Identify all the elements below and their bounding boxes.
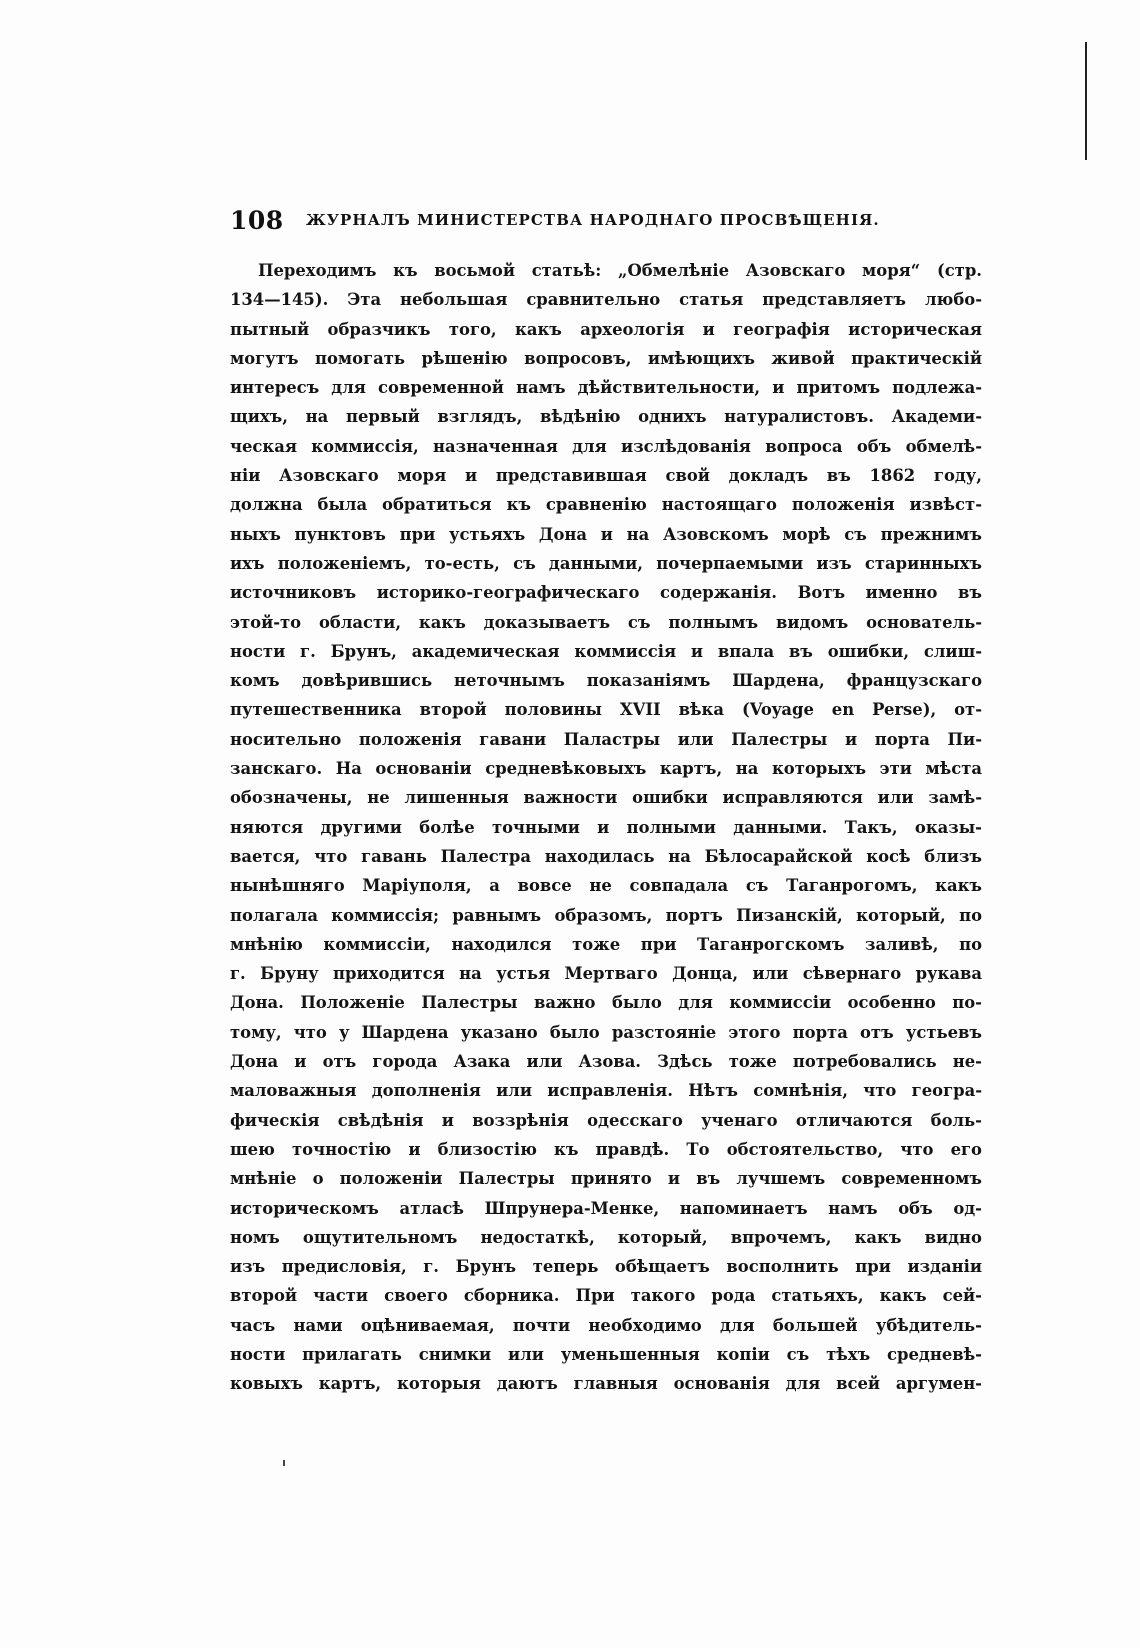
text-line: Переходимъ къ восьмой статьѣ: „Обмелѣніе Азовскаго моря“ (стр. (258, 261, 982, 280)
text-line: ковыхъ картъ, которыя даютъ главныя основанія для всей аргумен- (230, 1374, 982, 1394)
text-line: обозначены, не лишенныя важности ошибки исправляются или замѣ- (230, 788, 982, 808)
text-line: ческая коммиссія, назначенная для изслѣдованія вопроса объ обмелѣ- (230, 436, 982, 456)
text-line: интересъ для современной намъ дѣйствительности, и притомъ подлежа- (230, 378, 982, 398)
page-speck (283, 1460, 285, 1466)
text-line: Дона и отъ города Азака или Азова. Здѣсь тоже потребовались не- (230, 1052, 982, 1072)
text-line: источниковъ историко-географическаго содержанія. Вотъ именно въ (230, 583, 982, 603)
text-line: ности прилагать снимки или уменьшенныя копіи съ тѣхъ средневѣ- (230, 1344, 982, 1364)
text-line: полагала коммиссія; равнымъ образомъ, портъ Пизанскій, который, по (230, 905, 982, 925)
text-line: няются другими болѣе точными и полными данными. Такъ, оказы- (230, 817, 982, 837)
text-line: Дона. Положеніе Палестры важно было для коммиссіи особенно по- (230, 993, 982, 1013)
text-line: могутъ помогать рѣшенію вопросовъ, имѣющихъ живой практическій (230, 348, 982, 368)
text-line: тому, что у Шардена указано было разстояніе этого порта отъ устьевъ (230, 1022, 982, 1042)
text-line: должна была обратиться къ сравненію настоящаго положенія извѣст- (230, 495, 982, 515)
text-line: носительно положенія гавани Паластры или Палестры и порта Пи- (230, 729, 982, 749)
text-line: второй части своего сборника. При такого рода статьяхъ, какъ сей- (230, 1286, 982, 1306)
text-line: мнѣнію коммиссіи, находился тоже при Таганрогскомъ заливѣ, по (230, 934, 982, 954)
text-line: этой-то области, какъ доказываетъ съ полнымъ видомъ основатель- (230, 612, 982, 632)
text-line: щихъ, на первый взглядъ, вѣдѣнію однихъ натуралистовъ. Академи- (230, 407, 982, 427)
text-line: историческомъ атласѣ Шпрунера-Менке, напоминаетъ намъ объ од- (230, 1198, 982, 1218)
text-line: путешественника второй половины XVII вѣка (Voyage en Perse), от- (230, 700, 982, 720)
text-line: номъ ощутительномъ недостаткѣ, который, впрочемъ, какъ видно (230, 1227, 982, 1247)
text-line: комъ довѣрившись неточнымъ показаніямъ Шардена, французскаго (230, 671, 982, 691)
text-line: 134—145). Эта небольшая сравнительно статья представляетъ любо- (230, 290, 982, 310)
text-line: фическія свѣдѣнія и воззрѣнія одесскаго ученаго отличаются боль- (230, 1110, 982, 1130)
text-line: ныхъ пунктовъ при устьяхъ Дона и на Азовскомъ морѣ съ прежнимъ (230, 524, 982, 544)
page-edge-mark (1085, 42, 1087, 160)
text-line: г. Бруну приходится на устья Мертваго Донца, или сѣвернаго рукава (230, 964, 982, 984)
text-line: маловажныя дополненія или исправленія. Нѣтъ сомнѣнія, что геогра- (230, 1081, 982, 1101)
text-line: шею точностію и близостію къ правдѣ. То обстоятельство, что его (230, 1139, 982, 1159)
text-line: изъ предисловія, г. Брунъ теперь обѣщаетъ восполнить при изданіи (230, 1257, 982, 1277)
page-header (230, 206, 990, 236)
text-line: ихъ положеніемъ, то-есть, съ данными, почерпаемыми изъ старинныхъ (230, 553, 982, 573)
page-number: 108 (230, 206, 284, 235)
text-line: ніи Азовскаго моря и представившая свой докладъ въ 1862 году, (230, 466, 982, 486)
running-head: ЖУРНАЛЪ МИНИСТЕРСТВА НАРОДНАГО ПРОСВѢЩЕНІЯ. (306, 211, 880, 229)
text-line: вается, что гавань Палестра находилась на Бѣлосарайской косѣ близъ (230, 846, 982, 866)
text-line: пытный образчикъ того, какъ археологія и географія историческая (230, 319, 982, 339)
text-line: ности г. Брунъ, академическая коммиссія и впала въ ошибки, слиш- (230, 641, 982, 661)
body-text (230, 256, 982, 1399)
text-line: нынѣшняго Маріуполя, а вовсе не совпадала съ Таганрогомъ, какъ (230, 876, 982, 896)
text-line: занскаго. На основаніи средневѣковыхъ картъ, на которыхъ эти мѣста (230, 759, 982, 779)
text-line: часъ нами оцѣниваемая, почти необходимо для большей убѣдитель- (230, 1315, 982, 1335)
text-line: мнѣніе о положеніи Палестры принято и въ лучшемъ современномъ (230, 1169, 982, 1189)
